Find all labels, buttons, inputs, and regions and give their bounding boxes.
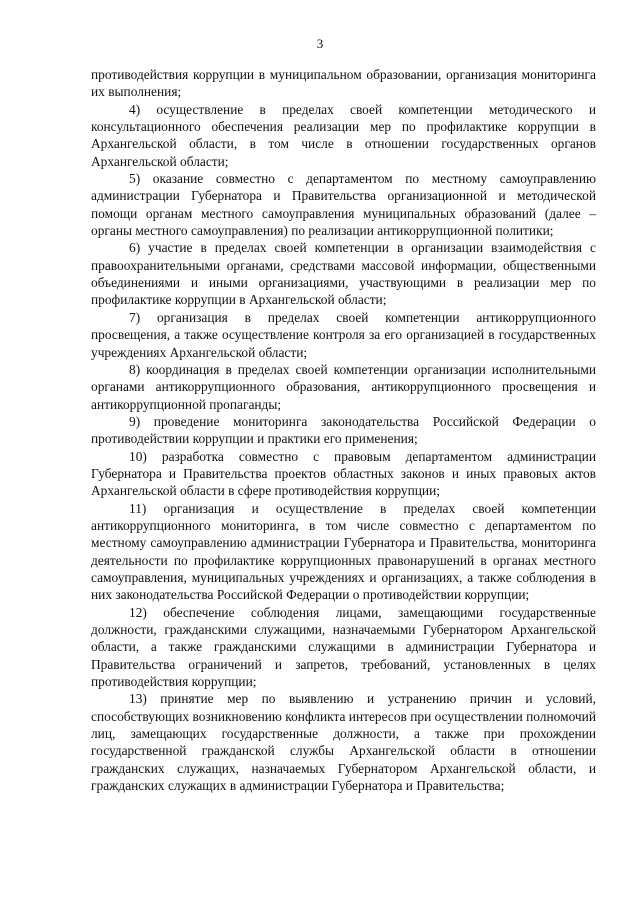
paragraph-item-10: 10) разработка совместно с правовым департаментом администрации Губернатора и Правительства проектов областных законов и иных правовых актов Архангельской области в сфере противодействия коррупции; bbox=[91, 448, 596, 499]
paragraph-continuation: противодействия коррупции в муниципальном образовании, организация мониторинга их выполнения; bbox=[91, 67, 596, 100]
paragraph-item-13: 13) принятие мер по выявлению и устранению причин и условий, способствующих возникновению конфликта интересов при осуществлении полномочий лиц, замещающих государственные должности, а также при прохождении государственной гражданской службы Архангельской области в отношении гражданских служащих, назначаемых Губернатором Архангельской области, и гражданских служащих в администрации Губернатора и Правительства; bbox=[91, 691, 596, 794]
paragraph-item-4: 4) осуществление в пределах своей компетенции методического и консультационного обеспечения реализации мер по профилактике коррупции в Архангельской области, в том числе в отношении государственных органов Архангельской области; bbox=[91, 101, 596, 169]
page-number: 3 bbox=[316, 36, 324, 51]
paragraph-item-11: 11) организация и осуществление в пределах своей компетенции антикоррупционного мониторинга, в том числе совместно с департаментом по местному самоуправлению администрации Губернатора и Правительства, мониторинга деятельности по профилактике коррупционных правонарушений в органах местного самоуправления, муниципальных учреждениях и организациях, а также соблюдения в них законодательства Российской Федерации о противодействии коррупции; bbox=[91, 500, 596, 603]
paragraph-item-7: 7) организация в пределах своей компетенции антикоррупционного просвещения, а также осуществление контроля за его организацией в государственных учреждениях Архангельской области; bbox=[91, 309, 596, 360]
paragraph-item-12: 12) обеспечение соблюдения лицами, замещающими государственные должности, гражданскими служащими, назначаемыми Губернатором Архангельской области, а также гражданскими служащими в администрации Губернатора и Правительства ограничений и запретов, требований, установленных в целях противодействия коррупции; bbox=[91, 604, 596, 690]
paragraph-item-5: 5) оказание совместно с департаментом по местному самоуправлению администрации Губернатора и Правительства организационной и методической помощи органам местного самоуправления муниципальных образований (далее – органы местного самоуправления) по реализации антикоррупционной политики; bbox=[91, 171, 596, 239]
document-body bbox=[91, 66, 596, 794]
paragraph-item-6: 6) участие в пределах своей компетенции в организации взаимодействия с правоохранительными органами, средствами массовой информации, общественными объединениями и иными организациями, участвующими в реализации мер по профилактике коррупции в Архангельской области; bbox=[91, 240, 596, 308]
paragraph-item-9: 9) проведение мониторинга законодательства Российской Федерации о противодействии коррупции и практики его применения; bbox=[91, 413, 596, 447]
paragraph-item-8: 8) координация в пределах своей компетенции организации исполнительными органами антикоррупционного образования, антикоррупционного просвещения и антикоррупционной пропаганды; bbox=[91, 361, 596, 412]
